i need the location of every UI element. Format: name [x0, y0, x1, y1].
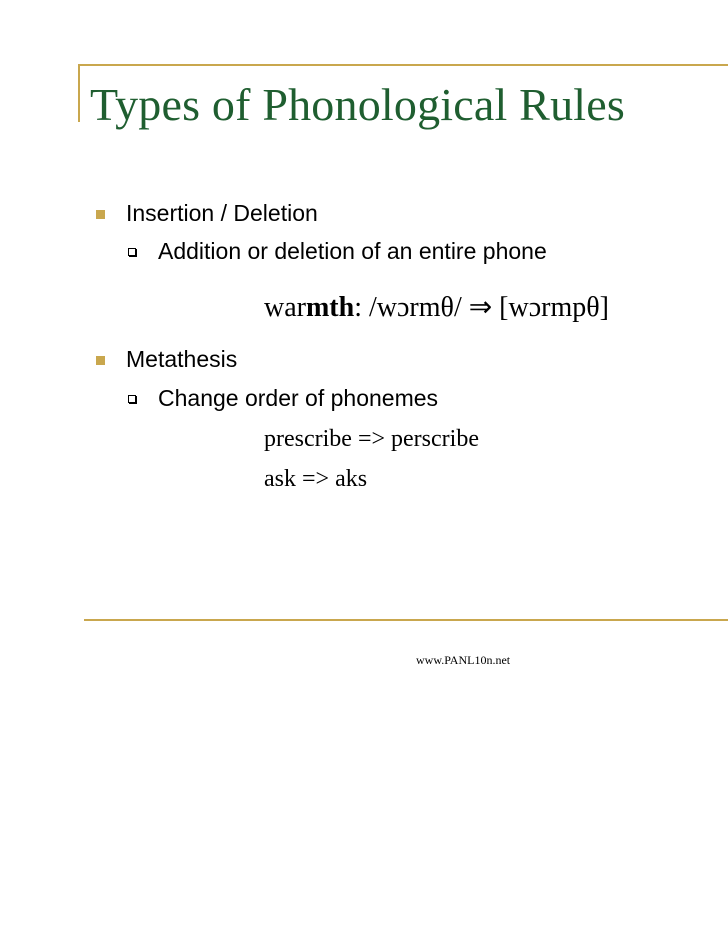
title-accent-horizontal-rule [78, 64, 728, 66]
title-accent-vertical-rule [78, 64, 80, 122]
square-bullet-icon [96, 210, 105, 219]
footer-divider-rule [84, 619, 728, 621]
hollow-square-bullet-icon [128, 395, 136, 403]
hollow-square-bullet-icon [128, 248, 136, 256]
warmth-word-prefix: war [264, 292, 306, 323]
bullet-insertion-deletion: Insertion / Deletion [126, 200, 318, 226]
sub-bullet-metathesis-definition: Change order of phonemes [158, 385, 439, 411]
warmth-transcription: : /wɔrmθ/ ⇒ [wɔrmpθ] [354, 292, 609, 323]
warmth-word-bold: mth [305, 292, 355, 323]
sub-bullet-insertion-definition: Addition or deletion of an entire phone [158, 238, 547, 264]
slide-title: Types of Phonological Rules [90, 79, 625, 130]
example-ask: ask => aks [264, 466, 368, 492]
warmth-example [264, 290, 609, 324]
example-prescribe: prescribe => perscribe [264, 426, 479, 452]
square-bullet-icon [96, 356, 105, 365]
footer-url: www.PANL10n.net [416, 653, 511, 667]
bullet-metathesis: Metathesis [126, 346, 238, 372]
